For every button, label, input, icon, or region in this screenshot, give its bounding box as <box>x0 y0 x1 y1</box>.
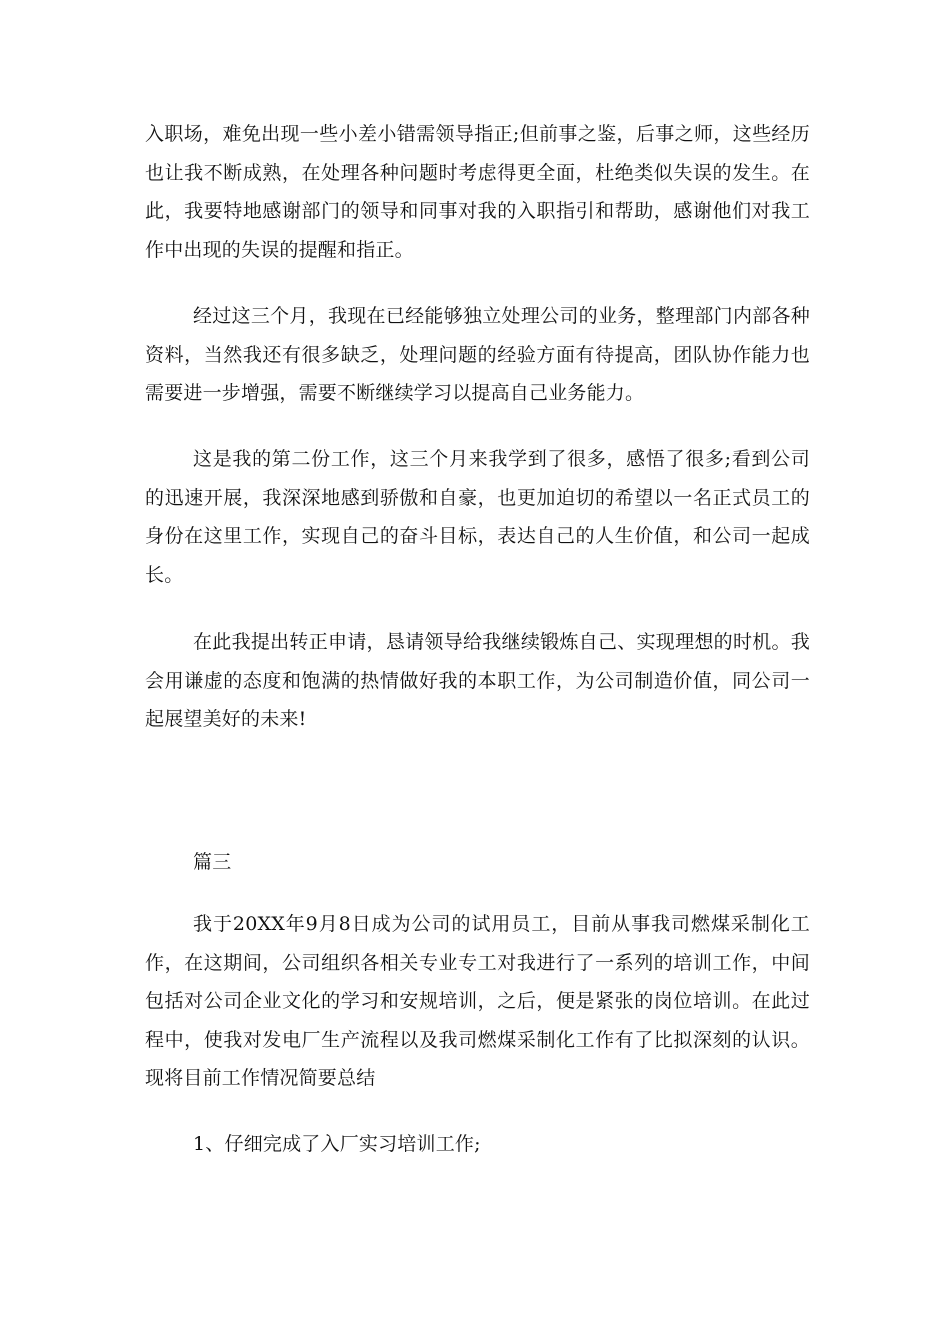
paragraph-trial-employee: 我于20XX年9月8日成为公司的试用员工，目前从事我司燃煤采制化工作，在这期间，公司组织各相关专业专工对我进行了一系列的培训工作，中间包括对公司企业文化的学习和安规培训，之后，便是紧张的岗位培训。在此过程中，使我对发电厂生产流程以及我司燃煤采制化工作有了比拟深刻的认识。现将目前工作情况简要总结 <box>145 913 810 1089</box>
paragraph-application: 在此我提出转正申请，恳请领导给我继续锻炼自己、实现理想的时机。我会用谦虚的态度和饱满的热情做好我的本职工作，为公司制造价值，同公司一起展望美好的未来! <box>145 631 810 730</box>
list-item-training: 1、仔细完成了入厂实习培训工作; <box>193 1133 481 1155</box>
section-title: 篇三 <box>193 851 232 873</box>
paragraph-continuation: 入职场，难免出现一些小差小错需领导指正;但前事之鉴，后事之师，这些经历也让我不断成熟，在处理各种问题时考虑得更全面，杜绝类似失误的发生。在此，我要特地感谢部门的领导和同事对我的入职指引和帮助，感谢他们对我工作中出现的失误的提醒和指正。 <box>145 123 810 261</box>
paragraph-progress: 经过这三个月，我现在已经能够独立处理公司的业务，整理部门内部各种资料，当然我还有很多缺乏，处理问题的经验方面有待提高，团队协作能力也需要进一步增强，需要不断继续学习以提高自己业务能力。 <box>145 305 810 404</box>
paragraph-second-job: 这是我的第二份工作，这三个月来我学到了很多，感悟了很多;看到公司的迅速开展，我深深地感到骄傲和自豪，也更加迫切的希望以一名正式员工的身份在这里工作，实现自己的奋斗目标，表达自己的人生价值，和公司一起成长。 <box>145 448 810 586</box>
